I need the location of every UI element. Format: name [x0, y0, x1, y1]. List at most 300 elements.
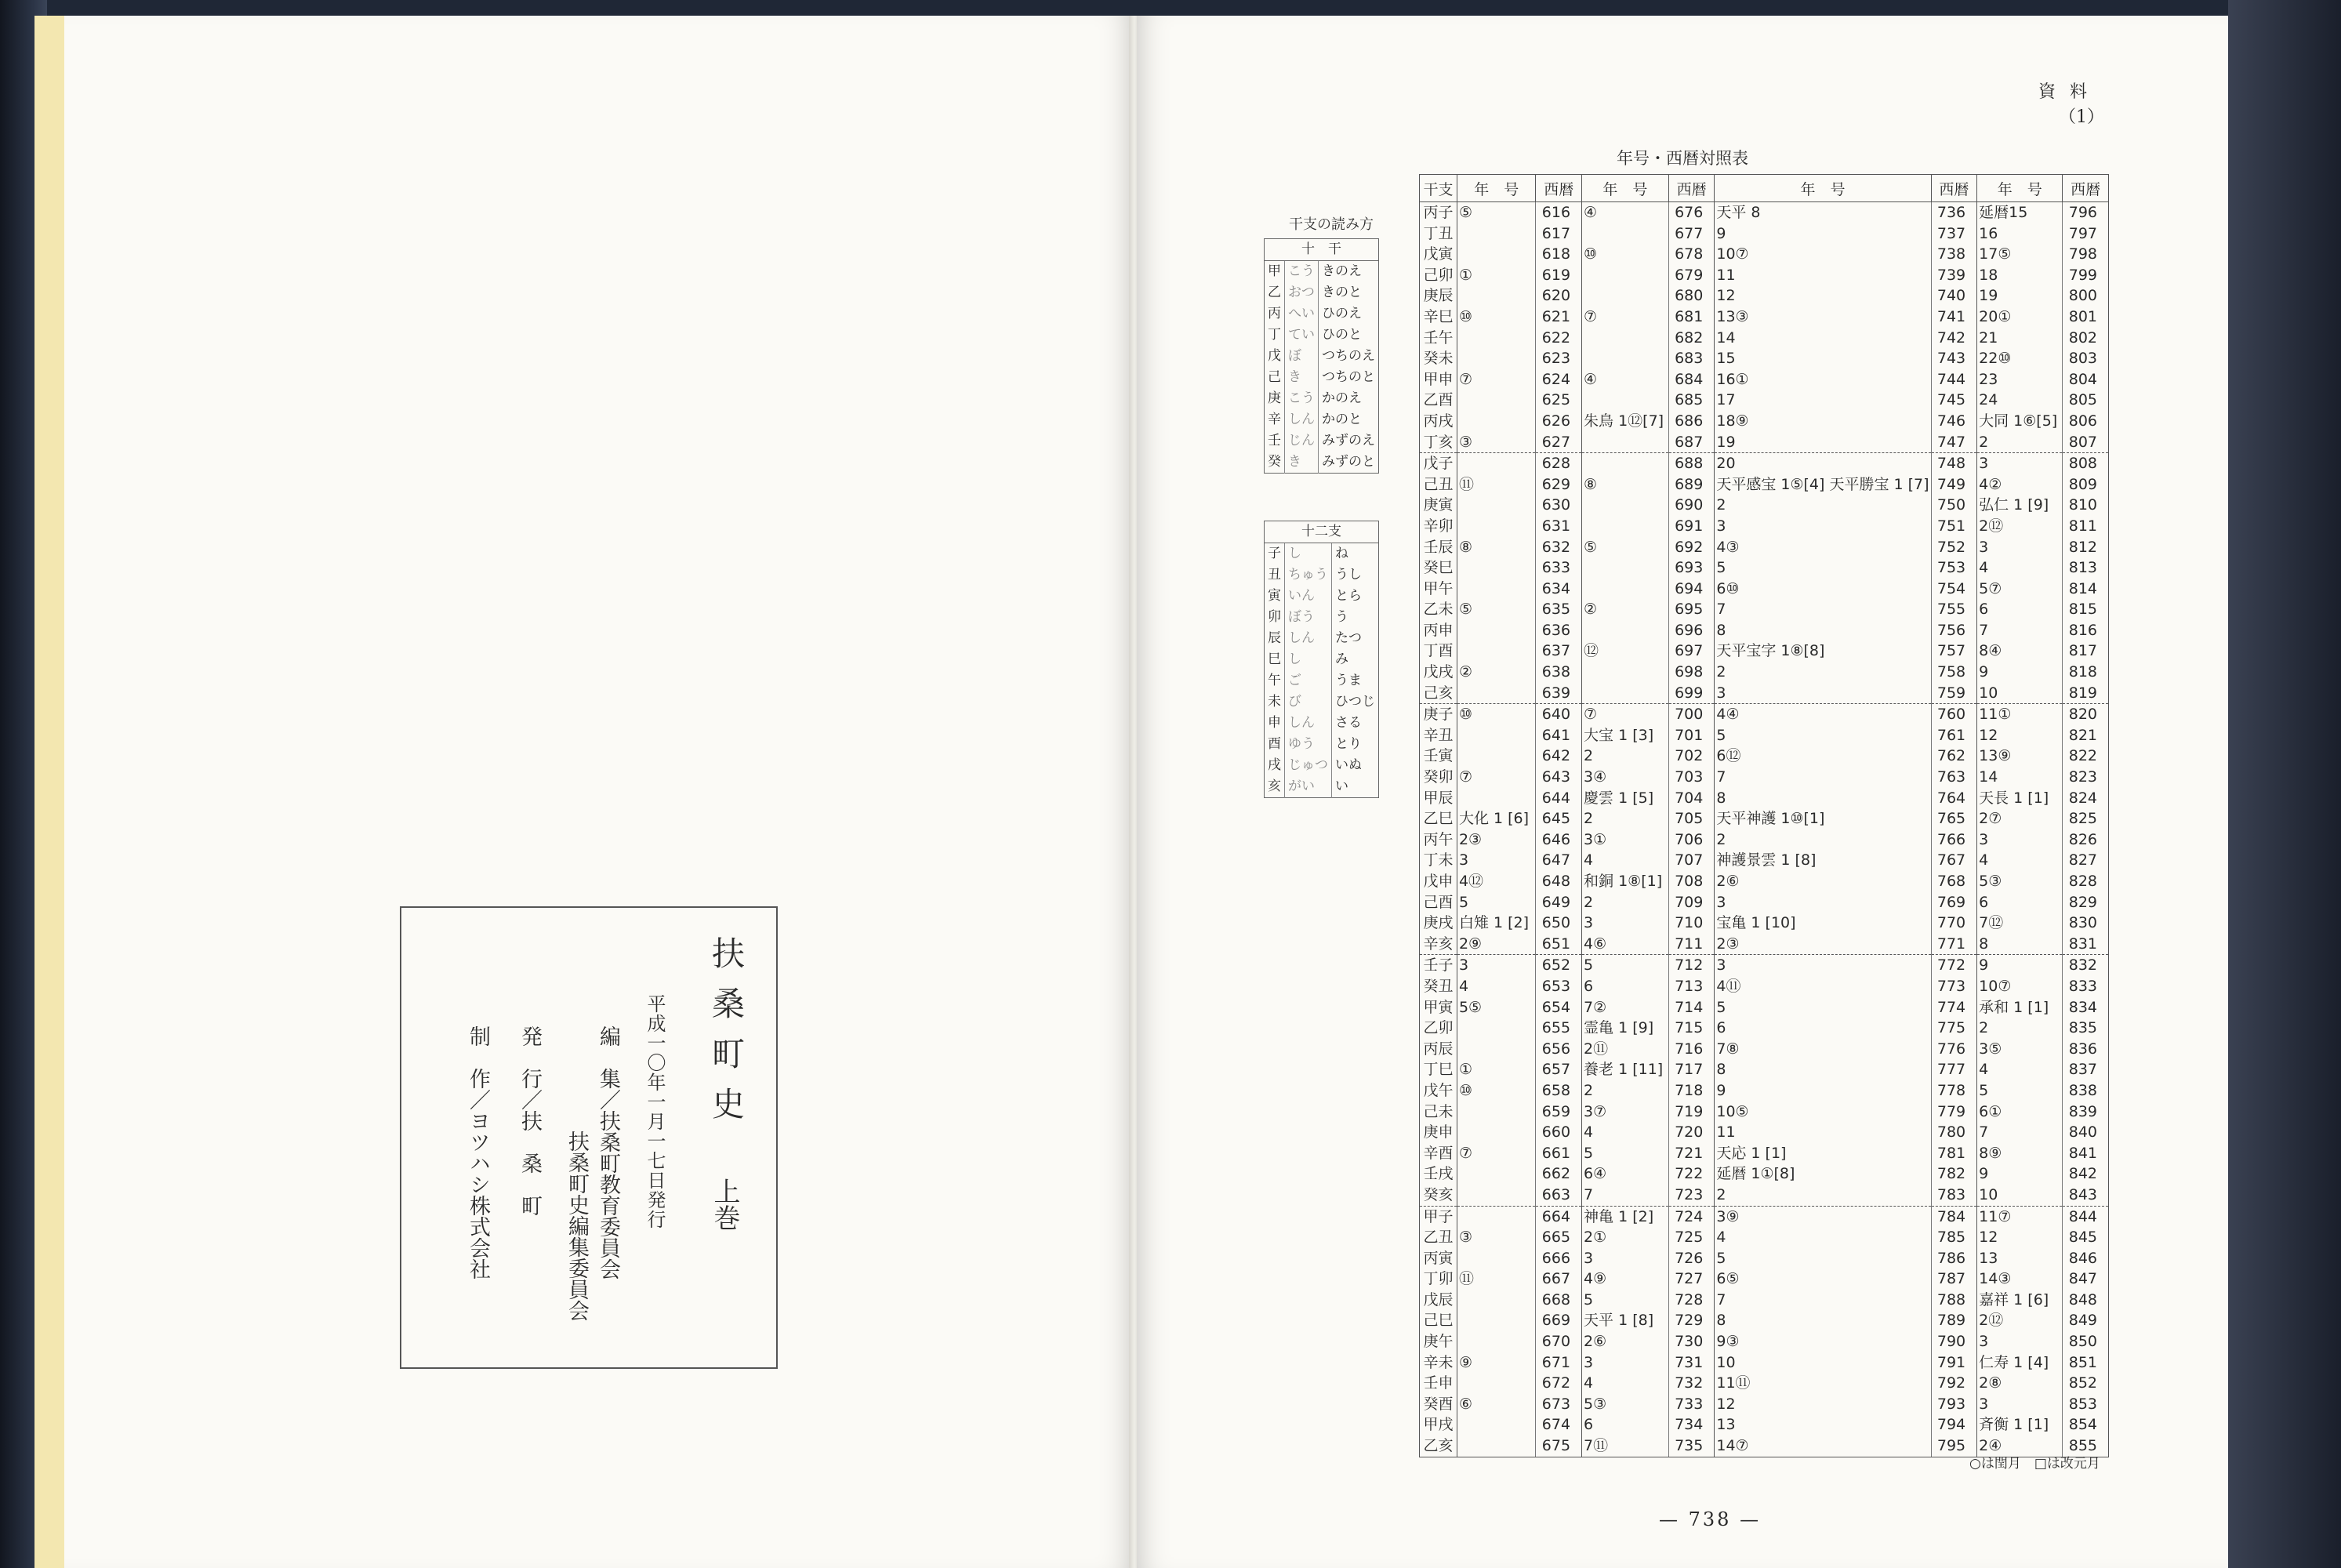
- ganshi-cell: 乙巳: [1420, 808, 1457, 829]
- era-cell: 3: [1715, 516, 1931, 537]
- year-cell: 747: [1931, 432, 1977, 453]
- era-cell: [1457, 620, 1535, 641]
- year-cell: 820: [2063, 704, 2109, 725]
- table-row: [1420, 599, 2109, 620]
- era-cell: ③: [1457, 432, 1535, 453]
- column-header: 西暦: [1931, 175, 1977, 202]
- year-cell: 826: [2063, 829, 2109, 851]
- era-cell: 4: [1582, 1373, 1669, 1394]
- year-cell: 749: [1931, 474, 1977, 495]
- year-cell: 628: [1536, 453, 1582, 474]
- era-cell: 9: [1977, 662, 2063, 683]
- era-cell: 7⑫: [1977, 913, 2063, 934]
- ganshi-cell: 辛亥: [1420, 934, 1457, 955]
- table-row: [1420, 432, 2109, 453]
- junishi-cell: ちゅう: [1285, 564, 1332, 586]
- era-cell: 5③: [1582, 1394, 1669, 1415]
- year-cell: 816: [2063, 620, 2109, 641]
- era-cell: [1582, 683, 1669, 704]
- year-cell: 837: [2063, 1059, 2109, 1080]
- year-cell: 797: [2063, 223, 2109, 245]
- section-label: 資料: [2038, 82, 2102, 102]
- table-row: [1420, 537, 2109, 558]
- year-cell: 674: [1536, 1414, 1582, 1436]
- era-cell: ⑤: [1457, 202, 1535, 223]
- era-cell: 慶雲 1 [5]: [1582, 788, 1669, 809]
- year-cell: 689: [1668, 474, 1715, 495]
- era-cell: 13: [1715, 1414, 1931, 1436]
- era-cell: 12: [1715, 1394, 1931, 1415]
- era-cell: ③: [1457, 1227, 1535, 1248]
- year-cell: 696: [1668, 620, 1715, 641]
- year-cell: 679: [1668, 265, 1715, 286]
- year-cell: 750: [1931, 495, 1977, 516]
- year-cell: 699: [1668, 683, 1715, 704]
- era-cell: 6⑫: [1715, 746, 1931, 767]
- year-cell: 656: [1536, 1039, 1582, 1060]
- era-cell: 天応 1 [1]: [1715, 1143, 1931, 1164]
- table-title: 年号・西暦対照表: [1617, 149, 1748, 168]
- jikkan-cell: 乙: [1268, 285, 1281, 300]
- year-cell: 839: [2063, 1102, 2109, 1123]
- era-cell: 9: [1715, 1080, 1931, 1102]
- era-cell: ④: [1582, 202, 1669, 223]
- era-cell: 3⑨: [1715, 1206, 1931, 1227]
- year-cell: 642: [1536, 746, 1582, 767]
- junishi-cell: しん: [1285, 713, 1332, 734]
- era-cell: 3: [1715, 683, 1931, 704]
- ganshi-cell: 甲申: [1420, 369, 1457, 390]
- jikkan-row: [1265, 452, 1379, 474]
- year-cell: 616: [1536, 202, 1582, 223]
- jikkan-title: 十 干: [1265, 239, 1379, 261]
- year-cell: 711: [1668, 934, 1715, 955]
- era-cell: 宝亀 1 [10]: [1715, 913, 1931, 934]
- era-cell: 20: [1715, 453, 1931, 474]
- era-cell: ⑤: [1582, 537, 1669, 558]
- jikkan-cell: じん: [1285, 430, 1319, 452]
- junishi-cell: うし: [1332, 564, 1379, 586]
- table-row: [1420, 955, 2109, 976]
- era-cell: 21: [1977, 328, 2063, 349]
- year-cell: 778: [1931, 1080, 1977, 1102]
- year-cell: 725: [1668, 1227, 1715, 1248]
- column-header: 西暦: [1536, 175, 1582, 202]
- era-cell: 6: [1977, 892, 2063, 913]
- year-cell: 746: [1931, 411, 1977, 432]
- junishi-cell: うま: [1332, 670, 1379, 691]
- junishi-row: [1265, 628, 1379, 649]
- table-row: [1420, 997, 2109, 1018]
- year-cell: 745: [1931, 390, 1977, 411]
- era-cell: 4: [1977, 1059, 2063, 1080]
- ganshi-cell: 庚申: [1420, 1122, 1457, 1143]
- table-row: [1420, 1227, 2109, 1248]
- ganshi-cell: 甲寅: [1420, 997, 1457, 1018]
- era-cell: [1457, 390, 1535, 411]
- junishi-cell: 巳: [1268, 652, 1281, 667]
- ganshi-cell: 庚戌: [1420, 913, 1457, 934]
- year-cell: 821: [2063, 725, 2109, 746]
- era-cell: [1457, 683, 1535, 704]
- era-cell: 7②: [1582, 997, 1669, 1018]
- page-edge-ribbon: [34, 16, 64, 1568]
- jikkan-cell: 甲: [1268, 263, 1281, 279]
- year-cell: 644: [1536, 788, 1582, 809]
- era-cell: 17: [1715, 390, 1931, 411]
- year-cell: 807: [2063, 432, 2109, 453]
- era-cell: 11: [1715, 1122, 1931, 1143]
- era-cell: [1582, 348, 1669, 369]
- table-legend: ○は閏月 □は改元月: [1969, 1456, 2100, 1472]
- era-cell: 4③: [1715, 537, 1931, 558]
- ganshi-cell: 己巳: [1420, 1310, 1457, 1331]
- era-cell: 4: [1582, 850, 1669, 871]
- year-cell: 788: [1931, 1290, 1977, 1311]
- year-cell: 617: [1536, 223, 1582, 245]
- book-volume: 上巻: [709, 1178, 740, 1231]
- era-cell: 2④: [1977, 1436, 2063, 1457]
- jikkan-row: [1265, 430, 1379, 452]
- era-cell: 18⑨: [1715, 411, 1931, 432]
- era-cell: 10: [1977, 1185, 2063, 1206]
- era-cell: 8: [1715, 788, 1931, 809]
- book-title: 扶桑町史: [707, 936, 746, 1137]
- table-row: [1420, 202, 2109, 223]
- book-cover-right: [2228, 0, 2341, 1568]
- ganshi-cell: 丙午: [1420, 829, 1457, 851]
- era-cell: 11①: [1977, 704, 2063, 725]
- year-cell: 724: [1668, 1206, 1715, 1227]
- era-cell: [1582, 285, 1669, 307]
- era-cell: 10⑤: [1715, 1102, 1931, 1123]
- year-cell: 766: [1931, 829, 1977, 851]
- jikkan-row: [1265, 388, 1379, 409]
- year-cell: 640: [1536, 704, 1582, 725]
- era-cell: ②: [1582, 599, 1669, 620]
- era-cell: 3: [1715, 892, 1931, 913]
- year-cell: 685: [1668, 390, 1715, 411]
- junishi-row: [1265, 713, 1379, 734]
- era-cell: [1582, 328, 1669, 349]
- ganshi-cell: 己酉: [1420, 892, 1457, 913]
- era-cell: 弘仁 1 [9]: [1977, 495, 2063, 516]
- year-cell: 683: [1668, 348, 1715, 369]
- era-cell: 3: [1977, 1394, 2063, 1415]
- ganshi-cell: 癸未: [1420, 348, 1457, 369]
- jikkan-row: [1265, 303, 1379, 325]
- year-cell: 634: [1536, 579, 1582, 600]
- table-row: [1420, 1018, 2109, 1039]
- era-cell: 7: [1582, 1185, 1669, 1206]
- year-cell: 754: [1931, 579, 1977, 600]
- table-row: [1420, 390, 2109, 411]
- era-cell: [1457, 788, 1535, 809]
- year-cell: 623: [1536, 348, 1582, 369]
- year-cell: 828: [2063, 871, 2109, 892]
- junishi-cell: ご: [1285, 670, 1332, 691]
- era-cell: ⑩: [1457, 1080, 1535, 1102]
- era-cell: 2: [1715, 662, 1931, 683]
- era-cell: 3: [1977, 829, 2063, 851]
- junishi-cell: 戌: [1268, 757, 1281, 773]
- year-cell: 800: [2063, 285, 2109, 307]
- era-cell: 14⑦: [1715, 1436, 1931, 1457]
- year-cell: 645: [1536, 808, 1582, 829]
- year-cell: 720: [1668, 1122, 1715, 1143]
- table-row: [1420, 1185, 2109, 1206]
- era-cell: 8⑨: [1977, 1143, 2063, 1164]
- year-cell: 667: [1536, 1269, 1582, 1290]
- year-cell: 715: [1668, 1018, 1715, 1039]
- table-row: [1420, 557, 2109, 579]
- table-row: [1420, 1248, 2109, 1269]
- year-cell: 626: [1536, 411, 1582, 432]
- year-cell: 765: [1931, 808, 1977, 829]
- era-cell: 4⑨: [1582, 1269, 1669, 1290]
- jikkan-cell: 丁: [1268, 327, 1281, 343]
- year-cell: 661: [1536, 1143, 1582, 1164]
- era-cell: 13③: [1715, 307, 1931, 328]
- era-cell: 天平神護 1⑩[1]: [1715, 808, 1931, 829]
- era-cell: 6⑩: [1715, 579, 1931, 600]
- year-cell: 690: [1668, 495, 1715, 516]
- junishi-cell: いん: [1285, 586, 1332, 607]
- era-cell: [1457, 579, 1535, 600]
- year-cell: 853: [2063, 1394, 2109, 1415]
- ganshi-cell: 癸卯: [1420, 767, 1457, 788]
- jikkan-cell: かのえ: [1319, 388, 1379, 409]
- year-cell: 669: [1536, 1310, 1582, 1331]
- ganshi-cell: 壬寅: [1420, 746, 1457, 767]
- era-cell: 2: [1582, 808, 1669, 829]
- year-cell: 677: [1668, 223, 1715, 245]
- ganshi-cell: 乙亥: [1420, 1436, 1457, 1457]
- era-cell: [1457, 1373, 1535, 1394]
- era-cell: 5: [1582, 1143, 1669, 1164]
- era-cell: 3④: [1582, 767, 1669, 788]
- year-cell: 790: [1931, 1331, 1977, 1352]
- era-cell: 20①: [1977, 307, 2063, 328]
- year-cell: 670: [1536, 1331, 1582, 1352]
- year-cell: 755: [1931, 599, 1977, 620]
- year-cell: 710: [1668, 913, 1715, 934]
- era-cell: 3: [1582, 913, 1669, 934]
- era-cell: ⑦: [1457, 767, 1535, 788]
- era-cell: 仁寿 1 [4]: [1977, 1352, 2063, 1374]
- reading-guide-title: 干支の読み方: [1289, 216, 1374, 233]
- table-row: [1420, 892, 2109, 913]
- jikkan-cell: 戊: [1268, 348, 1281, 364]
- year-cell: 785: [1931, 1227, 1977, 1248]
- era-cell: 2⑪: [1582, 1039, 1669, 1060]
- ganshi-cell: 戊子: [1420, 453, 1457, 474]
- ganshi-cell: 辛丑: [1420, 725, 1457, 746]
- era-cell: 2⑨: [1457, 934, 1535, 955]
- year-cell: 776: [1931, 1039, 1977, 1060]
- table-row: [1420, 474, 2109, 495]
- era-cell: ⑦: [1582, 307, 1669, 328]
- table-row: [1420, 1331, 2109, 1352]
- era-cell: 4④: [1715, 704, 1931, 725]
- jikkan-cell: き: [1285, 367, 1319, 388]
- era-cell: 14: [1715, 328, 1931, 349]
- table-row: [1420, 704, 2109, 725]
- year-cell: 695: [1668, 599, 1715, 620]
- era-cell: 5: [1715, 1248, 1931, 1269]
- junishi-cell: ぼう: [1285, 607, 1332, 628]
- era-cell: [1457, 1206, 1535, 1227]
- junishi-cell: 酉: [1268, 736, 1281, 752]
- table-row: [1420, 1414, 2109, 1436]
- jikkan-cell: き: [1285, 452, 1319, 474]
- year-cell: 619: [1536, 265, 1582, 286]
- era-cell: [1457, 1122, 1535, 1143]
- era-cell: [1457, 1310, 1535, 1331]
- era-cell: 4⑥: [1582, 934, 1669, 955]
- year-cell: 622: [1536, 328, 1582, 349]
- jikkan-cell: きのと: [1319, 282, 1379, 303]
- ganshi-cell: 辛未: [1420, 1352, 1457, 1374]
- table-row: [1420, 411, 2109, 432]
- table-row: [1420, 1373, 2109, 1394]
- year-cell: 704: [1668, 788, 1715, 809]
- era-cell: [1582, 620, 1669, 641]
- era-cell: 3⑤: [1977, 1039, 2063, 1060]
- year-cell: 708: [1668, 871, 1715, 892]
- ganshi-cell: 己亥: [1420, 683, 1457, 704]
- table-row: [1420, 1102, 2109, 1123]
- year-cell: 697: [1668, 641, 1715, 662]
- era-cell: 大同 1⑥[5]: [1977, 411, 2063, 432]
- junishi-row: [1265, 586, 1379, 607]
- year-cell: 668: [1536, 1290, 1582, 1311]
- era-cell: 5: [1582, 955, 1669, 976]
- ganshi-cell: 乙丑: [1420, 1227, 1457, 1248]
- era-cell: [1457, 411, 1535, 432]
- era-cell: 10⑦: [1715, 244, 1931, 265]
- era-cell: 天平 1 [8]: [1582, 1310, 1669, 1331]
- year-cell: 775: [1931, 1018, 1977, 1039]
- table-row: [1420, 1394, 2109, 1415]
- year-cell: 737: [1931, 223, 1977, 245]
- junishi-cell: 辰: [1268, 630, 1281, 646]
- era-cell: 天平宝字 1⑧[8]: [1715, 641, 1931, 662]
- year-cell: 793: [1931, 1394, 1977, 1415]
- year-cell: 841: [2063, 1143, 2109, 1164]
- year-cell: 855: [2063, 1436, 2109, 1457]
- year-cell: 648: [1536, 871, 1582, 892]
- ganshi-cell: 甲子: [1420, 1206, 1457, 1227]
- year-cell: 787: [1931, 1269, 1977, 1290]
- year-cell: 698: [1668, 662, 1715, 683]
- era-cell: 5: [1582, 1290, 1669, 1311]
- year-cell: 658: [1536, 1080, 1582, 1102]
- table-row: [1420, 767, 2109, 788]
- ganshi-cell: 庚子: [1420, 704, 1457, 725]
- publisher-line: 発 行／扶 桑 町: [517, 1025, 542, 1216]
- era-cell: 2: [1715, 495, 1931, 516]
- year-cell: 716: [1668, 1039, 1715, 1060]
- era-cell: ⑦: [1582, 704, 1669, 725]
- era-cell: 大宝 1 [3]: [1582, 725, 1669, 746]
- year-cell: 672: [1536, 1373, 1582, 1394]
- ganshi-cell: 丁未: [1420, 850, 1457, 871]
- year-cell: 681: [1668, 307, 1715, 328]
- era-cell: 嘉祥 1 [6]: [1977, 1290, 2063, 1311]
- era-cell: 延暦15: [1977, 202, 2063, 223]
- ganshi-cell: 己卯: [1420, 265, 1457, 286]
- era-cell: 6: [1977, 599, 2063, 620]
- year-cell: 675: [1536, 1436, 1582, 1457]
- table-row: [1420, 662, 2109, 683]
- era-cell: 6: [1582, 1414, 1669, 1436]
- era-cell: 2③: [1457, 829, 1535, 851]
- era-cell: 4: [1977, 557, 2063, 579]
- year-cell: 627: [1536, 432, 1582, 453]
- junishi-cell: し: [1285, 649, 1332, 670]
- ganshi-cell: 戊午: [1420, 1080, 1457, 1102]
- year-cell: 650: [1536, 913, 1582, 934]
- era-cell: [1582, 579, 1669, 600]
- year-cell: 848: [2063, 1290, 2109, 1311]
- table-row: [1420, 265, 2109, 286]
- era-cell: ④: [1582, 369, 1669, 390]
- year-cell: 703: [1668, 767, 1715, 788]
- ganshi-cell: 辛酉: [1420, 1143, 1457, 1164]
- year-cell: 794: [1931, 1414, 1977, 1436]
- era-cell: 4: [1582, 1122, 1669, 1143]
- junishi-table: [1264, 521, 1379, 798]
- era-cell: 天平感宝 1⑤[4] 天平勝宝 1 [7]: [1715, 474, 1931, 495]
- year-cell: 812: [2063, 537, 2109, 558]
- year-cell: 827: [2063, 850, 2109, 871]
- era-cell: 12: [1715, 285, 1931, 307]
- junishi-cell: び: [1285, 691, 1332, 713]
- year-cell: 625: [1536, 390, 1582, 411]
- era-cell: 16: [1977, 223, 2063, 245]
- junishi-cell: がい: [1285, 776, 1332, 798]
- year-cell: 773: [1931, 976, 1977, 997]
- table-row: [1420, 1080, 2109, 1102]
- era-cell: 2: [1977, 432, 2063, 453]
- year-cell: 781: [1931, 1143, 1977, 1164]
- editor-line: 編 集／扶桑町教育委員会: [596, 1025, 620, 1279]
- year-cell: 654: [1536, 997, 1582, 1018]
- year-cell: 809: [2063, 474, 2109, 495]
- era-cell: ⑩: [1457, 307, 1535, 328]
- year-cell: 779: [1931, 1102, 1977, 1123]
- junishi-cell: み: [1332, 649, 1379, 670]
- table-row: [1420, 369, 2109, 390]
- year-cell: 687: [1668, 432, 1715, 453]
- ganshi-cell: 壬戌: [1420, 1163, 1457, 1185]
- era-cell: 22⑩: [1977, 348, 2063, 369]
- year-cell: 659: [1536, 1102, 1582, 1123]
- era-cell: 8: [1977, 934, 2063, 955]
- table-row: [1420, 913, 2109, 934]
- year-cell: 819: [2063, 683, 2109, 704]
- era-cell: 2⑥: [1582, 1331, 1669, 1352]
- era-cell: [1457, 328, 1535, 349]
- year-cell: 801: [2063, 307, 2109, 328]
- era-cell: 2①: [1582, 1227, 1669, 1248]
- year-cell: 688: [1668, 453, 1715, 474]
- year-cell: 678: [1668, 244, 1715, 265]
- ganshi-cell: 丙子: [1420, 202, 1457, 223]
- producer-line: 制 作／ヨツハシ株式会社: [466, 1025, 490, 1279]
- ganshi-cell: 庚寅: [1420, 495, 1457, 516]
